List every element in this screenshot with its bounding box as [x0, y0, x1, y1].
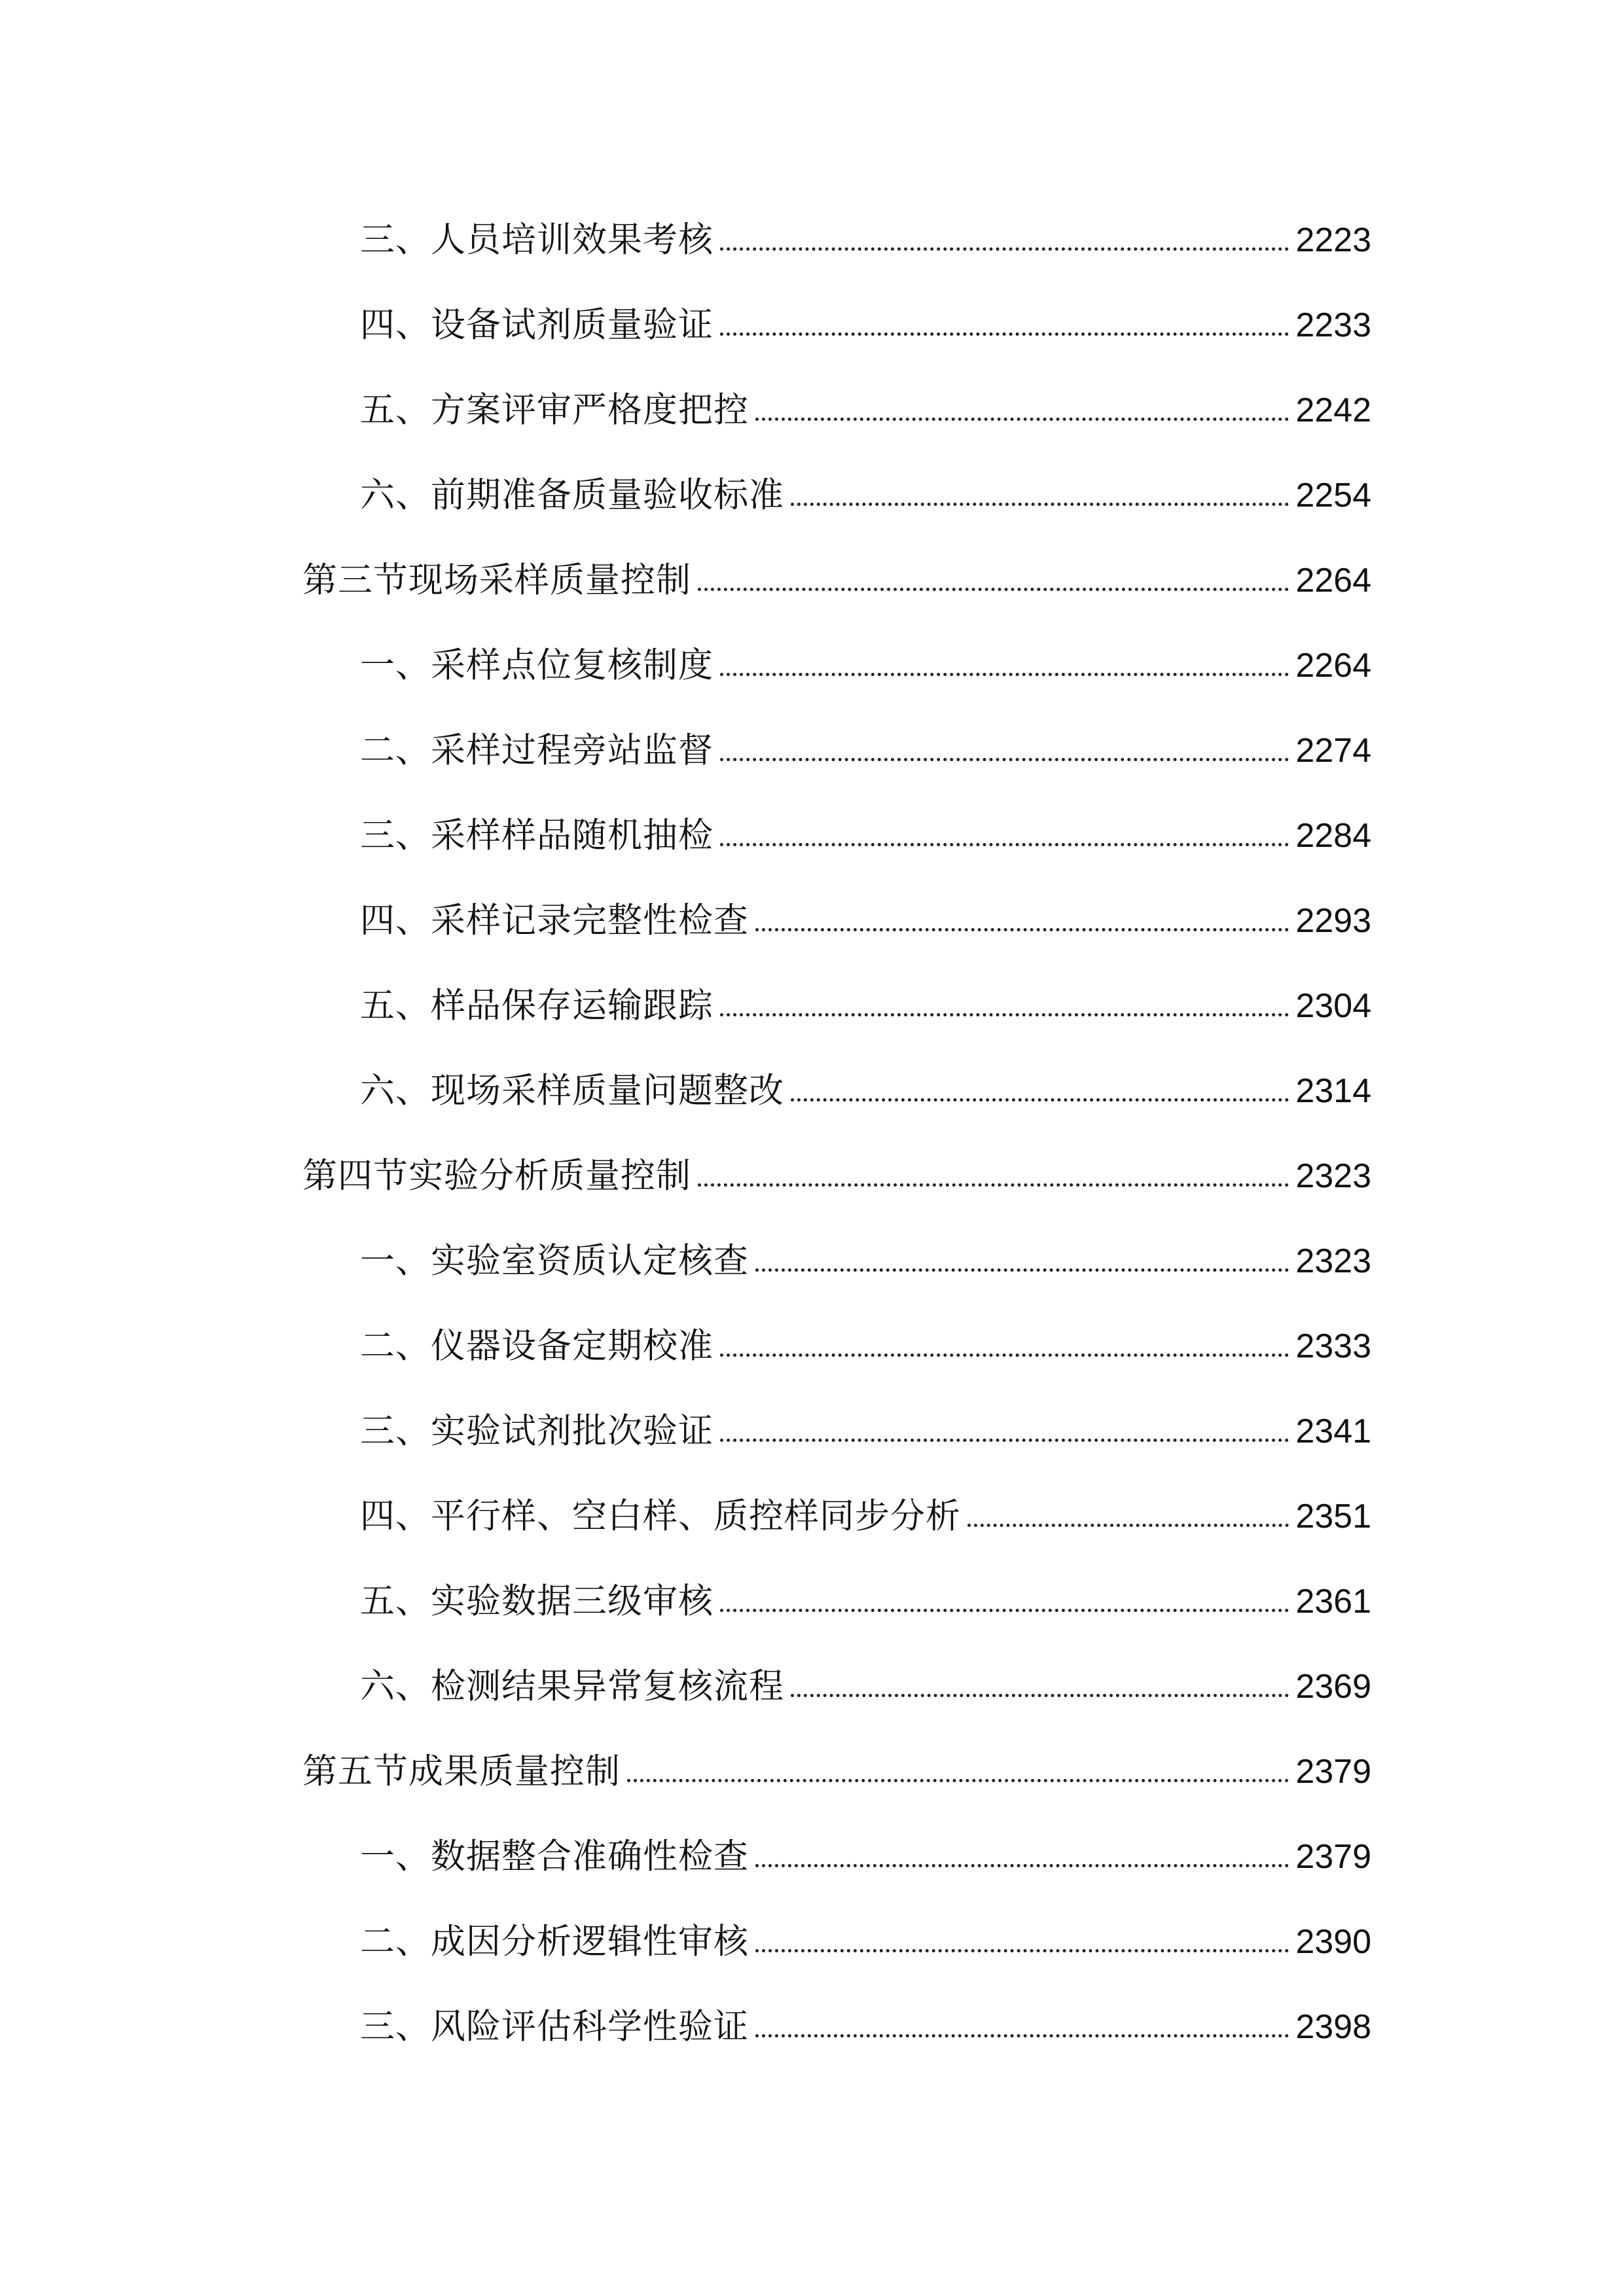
toc-entry-page: 2274 [1295, 732, 1371, 770]
toc-leader-dots [720, 758, 1289, 761]
toc-entry[interactable] [0, 1062, 1624, 1121]
toc-entry-page: 2223 [1295, 221, 1371, 259]
toc-entry-title: 五、实验数据三级审核 [360, 1581, 713, 1621]
toc-entry-title: 四、采样记录完整性检查 [360, 901, 749, 941]
toc-entry-page: 2323 [1295, 1242, 1371, 1280]
toc-entry-page: 2351 [1295, 1498, 1371, 1535]
toc-entry-page: 2264 [1295, 562, 1371, 600]
toc-entry-title: 三、采样样品随机抽检 [360, 816, 713, 855]
toc-entry-title: 一、数据整合准确性检查 [360, 1837, 749, 1876]
toc-entry-page: 2304 [1295, 987, 1371, 1025]
toc-entry-page: 2314 [1295, 1072, 1371, 1110]
toc-entry[interactable] [0, 1402, 1624, 1461]
toc-entry-page: 2254 [1295, 476, 1371, 514]
toc-entry-page: 2333 [1295, 1327, 1371, 1365]
toc-leader-dots [720, 1013, 1289, 1016]
toc-entry-page: 2293 [1295, 902, 1371, 940]
toc-entry[interactable] [0, 1232, 1624, 1291]
toc-leader-dots [720, 1354, 1289, 1357]
toc-leader-dots [720, 332, 1289, 336]
toc-entry[interactable] [0, 1912, 1624, 1971]
toc-entry-title: 第三节现场采样质量控制 [302, 560, 691, 600]
toc-entry-page: 2361 [1295, 1583, 1371, 1621]
toc-entry[interactable] [0, 211, 1624, 270]
toc-leader-dots [967, 1524, 1289, 1527]
toc-entry[interactable] [0, 806, 1624, 865]
toc-entry-page: 2233 [1295, 306, 1371, 344]
toc-entry-title: 第四节实验分析质量控制 [302, 1156, 691, 1196]
toc-leader-dots [720, 843, 1289, 846]
toc-leader-dots [791, 1694, 1289, 1697]
toc-entry-title: 六、现场采样质量问题整改 [360, 1071, 784, 1111]
toc-entry-page: 2264 [1295, 647, 1371, 685]
toc-leader-dots [720, 1439, 1289, 1442]
toc-entry-title: 四、平行样、空白样、质控样同步分析 [360, 1496, 961, 1536]
toc-entry-title: 四、设备试剂质量验证 [360, 305, 713, 345]
toc-entry-page: 2323 [1295, 1157, 1371, 1195]
toc-entry[interactable] [0, 1487, 1624, 1546]
toc-leader-dots [720, 1609, 1289, 1612]
toc-entry-title: 三、实验试剂批次验证 [360, 1411, 713, 1451]
toc-entry[interactable] [0, 1317, 1624, 1376]
toc-section-entry[interactable] [0, 551, 1624, 610]
toc-entry[interactable] [0, 1998, 1624, 2056]
toc-leader-dots [755, 928, 1289, 931]
toc-entry-title: 二、采样过程旁站监督 [360, 730, 713, 770]
toc-entry-title: 六、检测结果异常复核流程 [360, 1666, 784, 1706]
toc-entry-page: 2398 [1295, 2008, 1371, 2046]
toc-entry[interactable] [0, 1657, 1624, 1716]
toc-leader-dots [720, 673, 1289, 676]
toc-entry[interactable] [0, 381, 1624, 440]
toc-entry-title: 六、前期准备质量验收标准 [360, 475, 784, 515]
toc-entry-page: 2284 [1295, 817, 1371, 855]
toc-leader-dots [755, 2034, 1289, 2037]
toc-leader-dots [627, 1779, 1289, 1782]
toc-leader-dots [720, 247, 1289, 251]
toc-leader-dots [698, 1183, 1289, 1187]
toc-section-entry[interactable] [0, 1742, 1624, 1801]
toc-leader-dots [755, 418, 1289, 421]
toc-entry-title: 五、方案评审严格度把控 [360, 390, 749, 430]
toc-entry[interactable] [0, 1572, 1624, 1631]
toc-entry[interactable] [0, 891, 1624, 950]
toc-leader-dots [755, 1864, 1289, 1867]
toc-entry-title: 第五节成果质量控制 [302, 1751, 621, 1791]
toc-entry[interactable] [0, 977, 1624, 1035]
toc-entry-page: 2369 [1295, 1668, 1371, 1706]
toc-entry-title: 二、仪器设备定期校准 [360, 1326, 713, 1366]
toc-leader-dots [698, 588, 1289, 591]
toc-entry-page: 2341 [1295, 1412, 1371, 1450]
toc-entry-title: 一、实验室资质认定核查 [360, 1241, 749, 1281]
toc-entry-title: 三、风险评估科学性验证 [360, 2007, 749, 2047]
toc-leader-dots [791, 503, 1289, 506]
toc-leader-dots [755, 1949, 1289, 1952]
toc-entry[interactable] [0, 721, 1624, 780]
toc-entry[interactable] [0, 1827, 1624, 1886]
toc-entry[interactable] [0, 636, 1624, 695]
toc-entry-page: 2390 [1295, 1923, 1371, 1961]
toc-entry-page: 2379 [1295, 1838, 1371, 1876]
toc-entry-page: 2379 [1295, 1753, 1371, 1791]
toc-leader-dots [791, 1098, 1289, 1102]
toc-entry[interactable] [0, 466, 1624, 525]
toc-entry-title: 一、采样点位复核制度 [360, 645, 713, 685]
toc-entry[interactable] [0, 296, 1624, 355]
toc-leader-dots [755, 1268, 1289, 1272]
toc-entry-title: 五、样品保存运输跟踪 [360, 986, 713, 1026]
toc-entry-page: 2242 [1295, 391, 1371, 429]
toc-entry-title: 三、人员培训效果考核 [360, 220, 713, 260]
toc-entry-title: 二、成因分析逻辑性审核 [360, 1922, 749, 1962]
toc-section-entry[interactable] [0, 1147, 1624, 1206]
